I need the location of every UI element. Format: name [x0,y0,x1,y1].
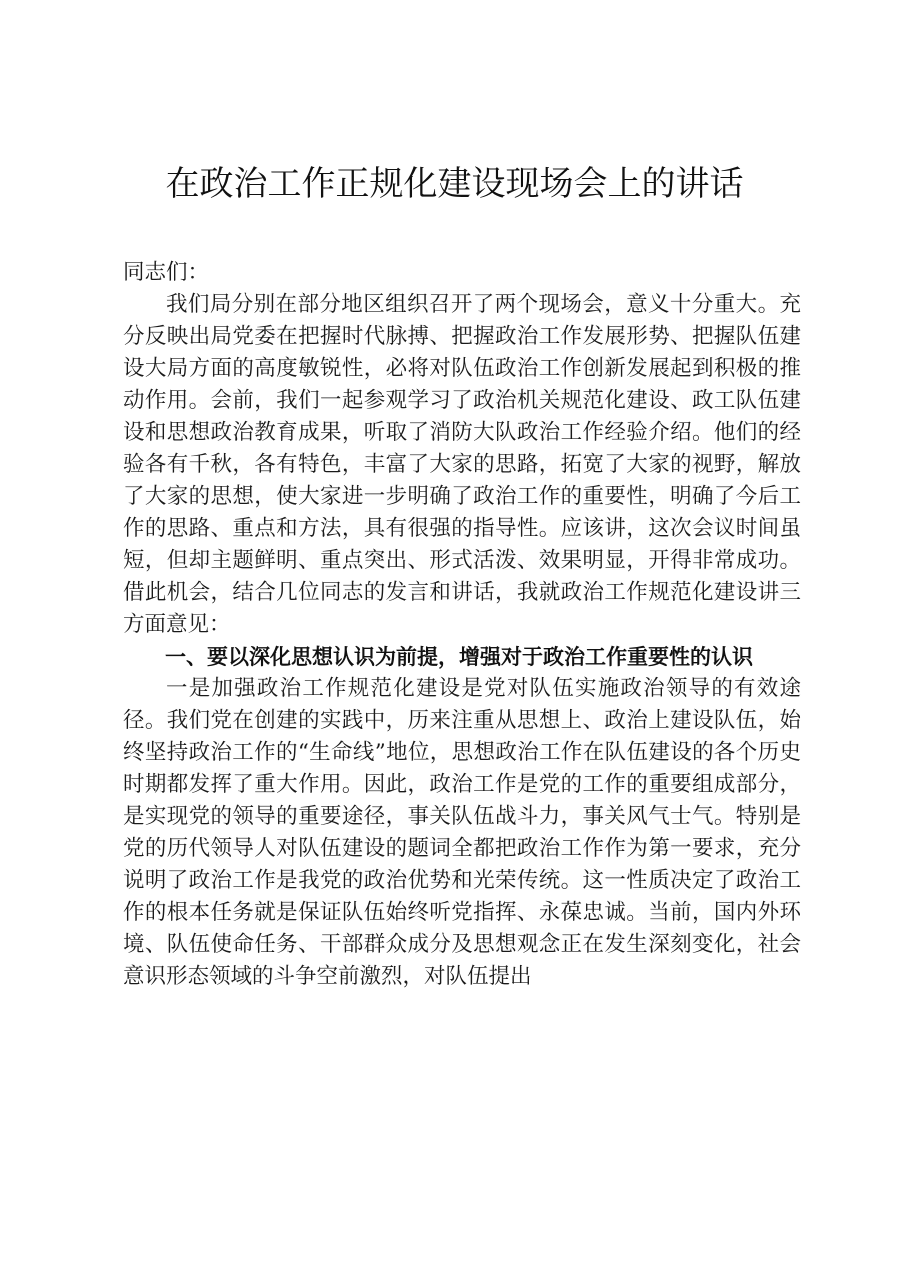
section-heading: 一、要以深化思想认识为前提，增强对于政治工作重要性的认识 [165,645,753,669]
document-title: 在政治工作正规化建设现场会上的讲话 [165,164,744,204]
document-body [123,257,801,993]
paragraph-intro: 我们局分别在部分地区组织召开了两个现场会，意义十分重大。充分反映出局党委在把握时代脉搏、把握政治工作发展形势、把握队伍建设大局方面的高度敏锐性，必将对队伍政治工作创新发展起到积极的推动作用。会前，我们一起参观学习了政治机关规范化建设、政工队伍建设和思想政治教育成果，听取了消防大队政治工作经验介绍。他们的经验各有千秋，各有特色，丰富了大家的思路，拓宽了大家的视野，解放了大家的思想，使大家进一步明确了政治工作的重要性，明确了今后工作的思路、重点和方法，具有很强的指导性。应该讲，这次会议时间虽短，但却主题鲜明、重点突出、形式活泼、效果明显，开得非常成功。借此机会，结合几位同志的发言和讲话，我就政治工作规范化建设讲三方面意见： [123,292,801,637]
paragraph-section-one: 一是加强政治工作规范化建设是党对队伍实施政治领导的有效途径。我们党在创建的实践中，历来注重从思想上、政治上建设队伍，始终坚持政治工作的“生命线”地位，思想政治工作在队伍建设的各个历史时期都发挥了重大作用。因此，政治工作是党的工作的重要组成部分，是实现党的领导的重要途径，事关队伍战斗力，事关风气士气。特别是党的历代领导人对队伍建设的题词全都把政治工作作为第一要求，充分说明了政治工作是我党的政治优势和光荣传统。这一性质决定了政治工作的根本任务就是保证队伍始终听党指挥、永葆忠诚。当前，国内外环境、队伍使命任务、干部群众成分及思想观念正在发生深刻变化，社会意识形态领域的斗争空前激烈，对队伍提出 [123,676,801,989]
salutation: 同志们： [123,260,210,285]
